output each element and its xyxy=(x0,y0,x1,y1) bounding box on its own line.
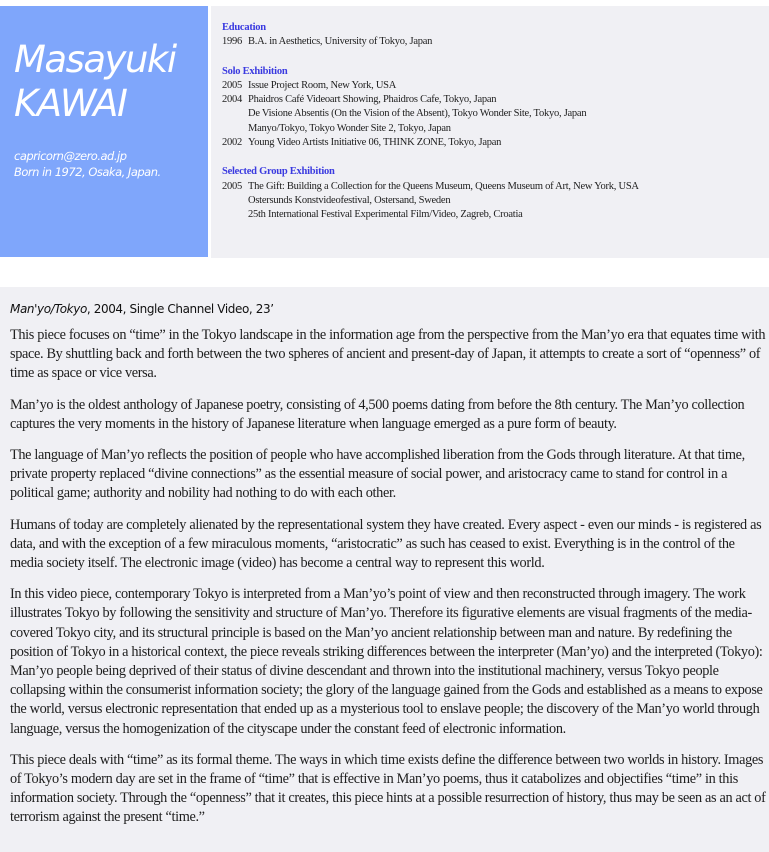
cv-entry xyxy=(222,35,765,49)
cv-entry-text: Issue Project Room, New York, USA xyxy=(248,79,397,91)
artist-name xyxy=(14,38,176,126)
work-details: , 2004, Single Channel Video, 23’ xyxy=(86,302,274,316)
cv-entry xyxy=(222,79,765,93)
cv-entry xyxy=(222,136,765,150)
cv-entry-text: De Visione Absentis (On the Vision of the Absent), Tokyo Wonder Site, Tokyo, Japan xyxy=(248,108,587,120)
essay-panel xyxy=(0,287,769,852)
cv-entry-year: 2005 xyxy=(222,79,242,91)
cv-entry-text: Ostersunds Konstvideofestival, Ostersand, Sweden xyxy=(248,194,451,206)
cv-entry-year xyxy=(222,208,248,222)
group-exhibition-heading: Selected Group Exhibition xyxy=(222,166,335,178)
work-title: Man'yo/Tokyo xyxy=(10,302,87,316)
cv-entry-text: The Gift: Building a Collection for the Queens Museum, Queens Museum of Art, New York, USA xyxy=(248,180,639,192)
essay-paragraph: Man’yo is the oldest anthology of Japanese poetry, consisting of 4,500 poems dating from before the 8th century. The Man’yo collection captures the very moments in the history of Japanese literature when language emerged as a pure form of beauty. xyxy=(10,396,745,432)
cv-entry-year: 2002 xyxy=(222,137,242,149)
artist-last-name: KAWAI xyxy=(14,82,127,125)
cv-entry xyxy=(222,208,765,222)
cv-entry-year: 2005 xyxy=(222,180,242,192)
cv-panel xyxy=(211,6,769,258)
cv-entry-year xyxy=(222,107,248,121)
artist-email: capricorn@zero.ad.jp xyxy=(14,149,127,163)
cv-entry-text: 25th International Festival Experimental Film/Video, Zagreb, Croatia xyxy=(248,209,523,221)
cv-entry-year xyxy=(222,122,248,136)
cv-entry-text: Manyo/Tokyo, Tokyo Wonder Site 2, Tokyo, Japan xyxy=(248,122,451,134)
cv-entry-text: Young Video Artists Initiative 06, THINK ZONE, Tokyo, Japan xyxy=(248,137,502,149)
essay-paragraph: This piece focuses on “time” in the Tokyo landscape in the information age from the perspective from the Man’yo era that equates time with space. By shuttling back and forth between the two spheres of ancient and present-day of Japan, it attempts to create a sort of “openness” of time as space or vice versa. xyxy=(10,327,766,382)
artist-meta xyxy=(14,148,161,180)
essay-paragraph: The language of Man’yo reflects the position of people who have accomplished liberation from the Gods through literature. At that time, private property replaced “divine connections” as the essential measure of social power, and aristocracy came to stand for control in a political game; authority and nobility had nothing to do with each other. xyxy=(10,447,745,502)
education-section xyxy=(222,21,765,50)
cv-entry xyxy=(222,180,765,194)
education-heading: Education xyxy=(222,22,266,33)
essay-paragraph: Humans of today are completely alienated by the representational system they have created. Every aspect - even our minds - is registered as data, and with the exception of a few miraculous moments, “aristocratic” as such has ceased to exist. Everything is in the control of the media society itself. The electronic image (video) has become a central way to represent this world. xyxy=(10,516,762,572)
solo-exhibition-heading: Solo Exhibition xyxy=(222,65,288,77)
cv-entry-year: 1996 xyxy=(222,36,242,48)
artist-birth: Born in 1972, Osaka, Japan. xyxy=(14,165,161,179)
cv-entry xyxy=(222,122,765,136)
work-title-line xyxy=(10,302,274,316)
cv-entry xyxy=(222,194,765,208)
group-exhibition-section xyxy=(222,165,765,222)
cv-entry-text: Phaidros Café Videoart Showing, Phaidros Cafe, Tokyo, Japan xyxy=(248,94,497,106)
artist-first-name: Masayuki xyxy=(14,38,176,81)
cv-entry-text: B.A. in Aesthetics, University of Tokyo, Japan xyxy=(248,36,433,48)
artist-profile-panel xyxy=(0,6,208,257)
essay-paragraph: This piece deals with “time” as its formal theme. The ways in which time exists define the difference between two worlds in history. Images of Tokyo’s modern day are set in the frame of “time” that is effective in Man’yo poems, thus it catabolizes and objectifies “time” in this information society. Through the “openness” that it creates, this piece hints at a possible resurrection of history, thus may be seen as an act of terrorism against the present “time.” xyxy=(10,751,766,826)
cv-entry-year: 2004 xyxy=(222,94,242,106)
cv-entry xyxy=(222,93,765,107)
essay-body xyxy=(10,326,769,840)
essay-paragraph: In this video piece, contemporary Tokyo is interpreted from a Man’yo’s point of view and then reconstructed through imagery. The work illustrates Tokyo by following the sensitivity and structure of Man’yo. Therefore its figurative elements are visual fragments of the media-covered Tokyo city, and its structural principle is based on the Man’yo ancient relationship between man and nature. By redefining the position of Tokyo in a historical context, the piece reveals striking differences between the interpreter (Man’yo) and the interpreted (Tokyo): Man’yo people being deprived of their status of divine descendant and thrown into the institutional machinery, versus Tokyo people collapsing within the consumerist information society; the glory of the language gained from the Gods and established as a means to expose the world, versus electronic representation that ended up as a mysterious tool to enslave people; the discovery of the Man’yo world through language, versus the homogenization of the cityscape under the constant feed of electronic information. xyxy=(10,586,763,737)
cv-entry xyxy=(222,107,765,121)
cv-entry-year xyxy=(222,194,248,208)
solo-exhibition-section xyxy=(222,65,765,151)
